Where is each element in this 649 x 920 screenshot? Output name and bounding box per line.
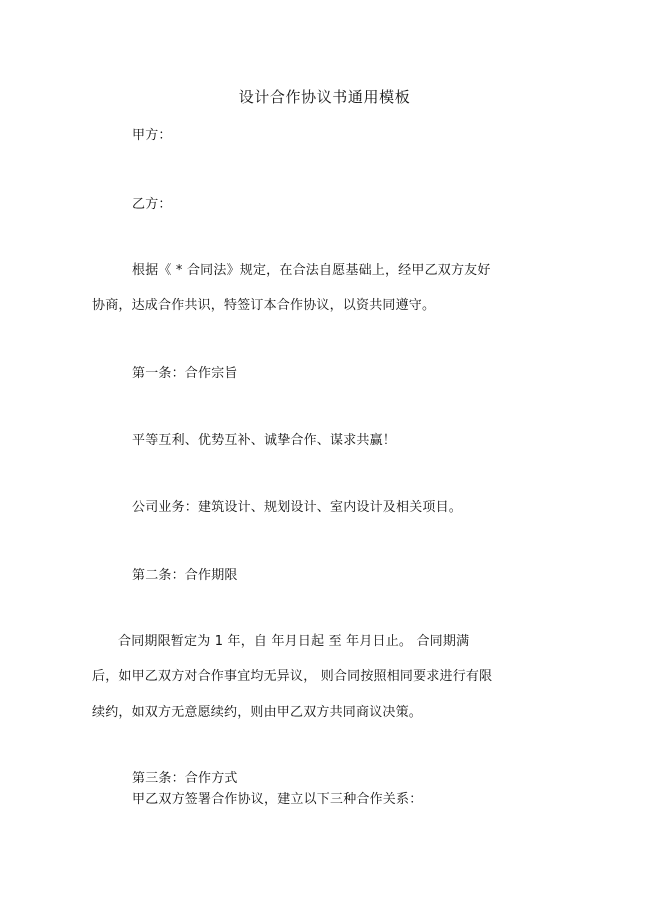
article-2-heading: 第二条：合作期限 [132,568,238,583]
party-b-label: 乙方： [132,197,172,212]
article-3-line-1: 甲乙双方签署合作协议，建立以下三种合作关系： [132,792,423,807]
article-2-line-2: 后，如甲乙双方对合作事宜均无异议， 则合同按照相同要求进行有限 [92,669,493,684]
party-a-label: 甲方： [132,128,172,143]
article-1-heading: 第一条：合作宗旨 [132,366,238,381]
intro-line-1: 根据《 * 合同法》规定，在合法自愿基础上，经甲乙双方友好 [132,263,491,278]
article-1-business: 公司业务：建筑设计、规划设计、室内设计及相关项目。 [132,500,463,515]
document-title: 设计合作协议书通用模板 [238,88,411,106]
article-3-heading: 第三条：合作方式 [132,771,238,786]
article-1-principle: 平等互利、优势互补、诚挚合作、谋求共赢！ [132,433,397,448]
article-2-line-3: 续约，如双方无意愿续约，则由甲乙双方共同商议决策。 [92,705,423,720]
intro-line-2: 协商，达成合作共识，特签订本合作协议，以资共同遵守。 [92,298,436,313]
article-2-line-1: 合同期限暂定为 1 年，自 年月日起 至 年月日止。 合同期满 [118,634,470,649]
